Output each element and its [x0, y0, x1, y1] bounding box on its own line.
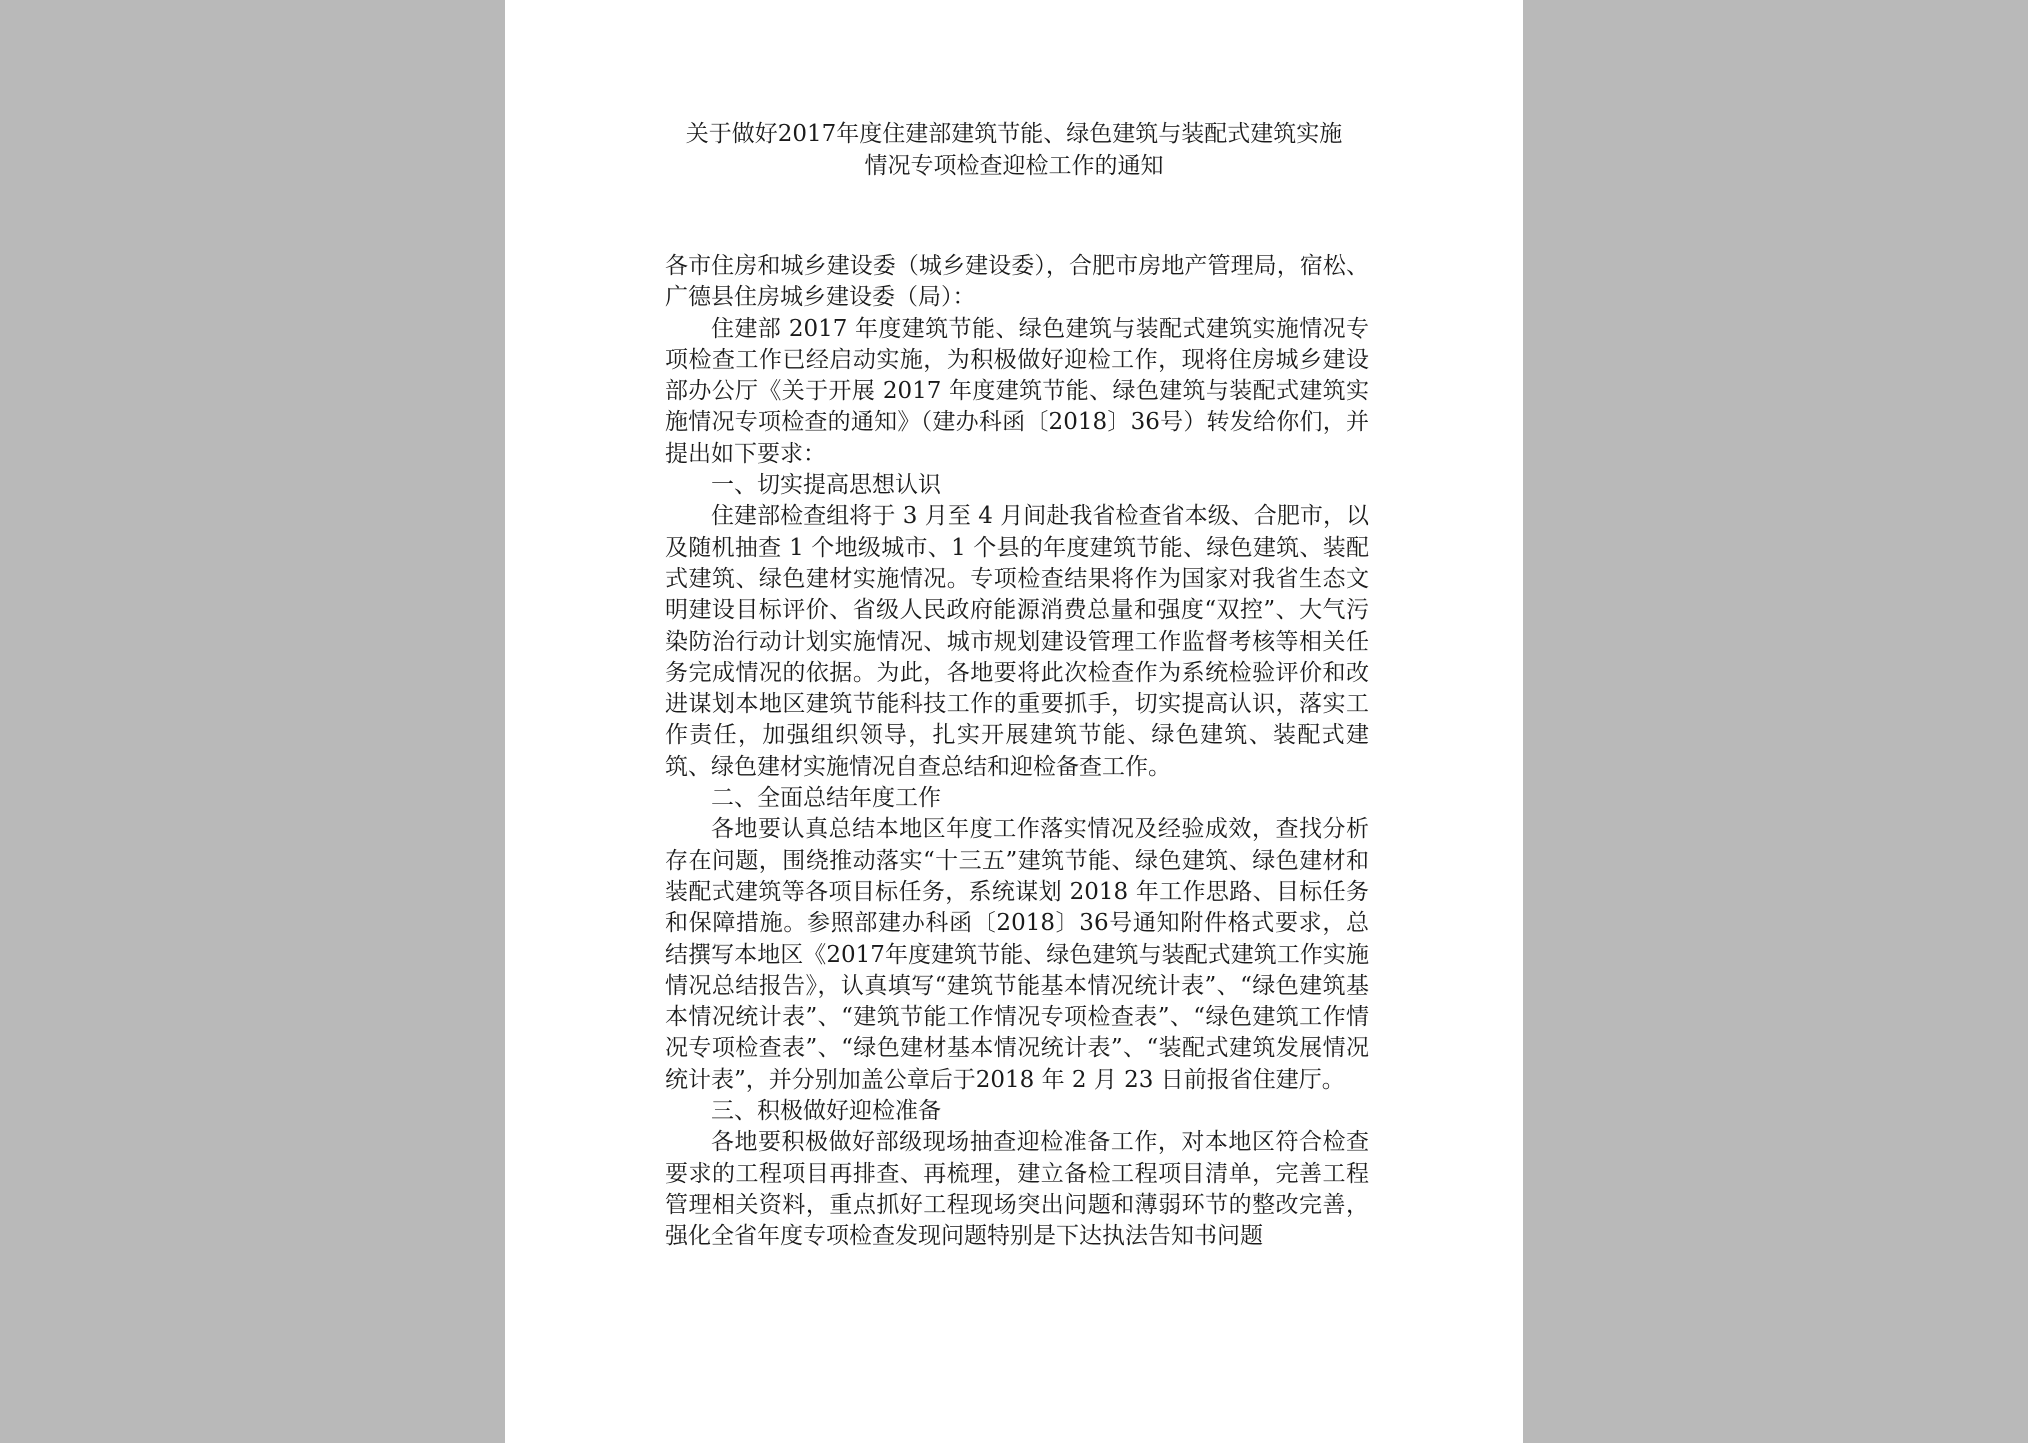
section-2-heading: 二、全面总结年度工作 — [711, 785, 941, 812]
section-1-heading: 一、切实提高思想认识 — [711, 472, 941, 499]
document-body — [665, 251, 1369, 1253]
document-title — [505, 118, 1523, 182]
section-1-paragraph: 住建部检查组将于 3 月至 4 月间赴我省检查省本级、合肥市，以及随机抽查 1 个地级城市、1 个县的年度建筑节能、绿色建筑、装配式建筑、绿色建材实施情况。专项检查结果将作为国家对我省生态文明建设目标评价、省级人民政府能源消费总量和强度“双控”、大气污染防治行动计划实施情况、城市规划建设管理工作监督考核等相关任务完成情况的依据。为此，各地要将此次检查作为系统检验评价和改进谋划本地区建筑节能科技工作的重要抓手，切实提高认识，落实工作责任，加强组织领导，扎实开展建筑节能、绿色建筑、装配式建筑、绿色建材实施情况自查总结和迎检备查工作。 — [665, 503, 1369, 780]
section-2-paragraph: 各地要认真总结本地区年度工作落实情况及经验成效，查找分析存在问题，围绕推动落实“十三五”建筑节能、绿色建筑、绿色建材和装配式建筑等各项目标任务，系统谋划 2018 年工作思路、目标任务和保障措施。参照部建办科函〔2018〕36号通知附件格式要求，总结撰写本地区《2017年度建筑节能、绿色建筑与装配式建筑工作实施情况总结报告》，认真填写“建筑节能基本情况统计表”、“绿色建筑基本情况统计表”、“建筑节能工作情况专项检查表”、“绿色建筑工作情况专项检查表”、“绿色建材基本情况统计表”、“装配式建筑发展情况统计表”，并分别加盖公章后于2018 年 2 月 23 日前报省住建厅。 — [665, 816, 1369, 1093]
title-line-2: 情况专项检查迎检工作的通知 — [864, 153, 1164, 179]
intro-paragraph: 住建部 2017 年度建筑节能、绿色建筑与装配式建筑实施情况专项检查工作已经启动实施，为积极做好迎检工作，现将住房城乡建设部办公厅《关于开展 2017 年度建筑节能、绿色建筑与装配式建筑实施情况专项检查的通知》（建办科函〔2018〕36号）转发给你们，并提出如下要求： — [665, 315, 1369, 467]
salutation: 各市住房和城乡建设委（城乡建设委），合肥市房地产管理局，宿松、广德县住房城乡建设委（局）： — [665, 253, 1369, 311]
title-line-1: 关于做好2017年度住建部建筑节能、绿色建筑与装配式建筑实施 — [685, 121, 1343, 147]
section-3-paragraph: 各地要积极做好部级现场抽查迎检准备工作，对本地区符合检查要求的工程项目再排查、再梳理，建立备检工程项目清单，完善工程管理相关资料，重点抓好工程现场突出问题和薄弱环节的整改完善，强化全省年度专项检查发现问题特别是下达执法告知书问题 — [665, 1129, 1369, 1250]
document-page — [505, 0, 1523, 1443]
section-3-heading: 三、积极做好迎检准备 — [711, 1098, 941, 1125]
